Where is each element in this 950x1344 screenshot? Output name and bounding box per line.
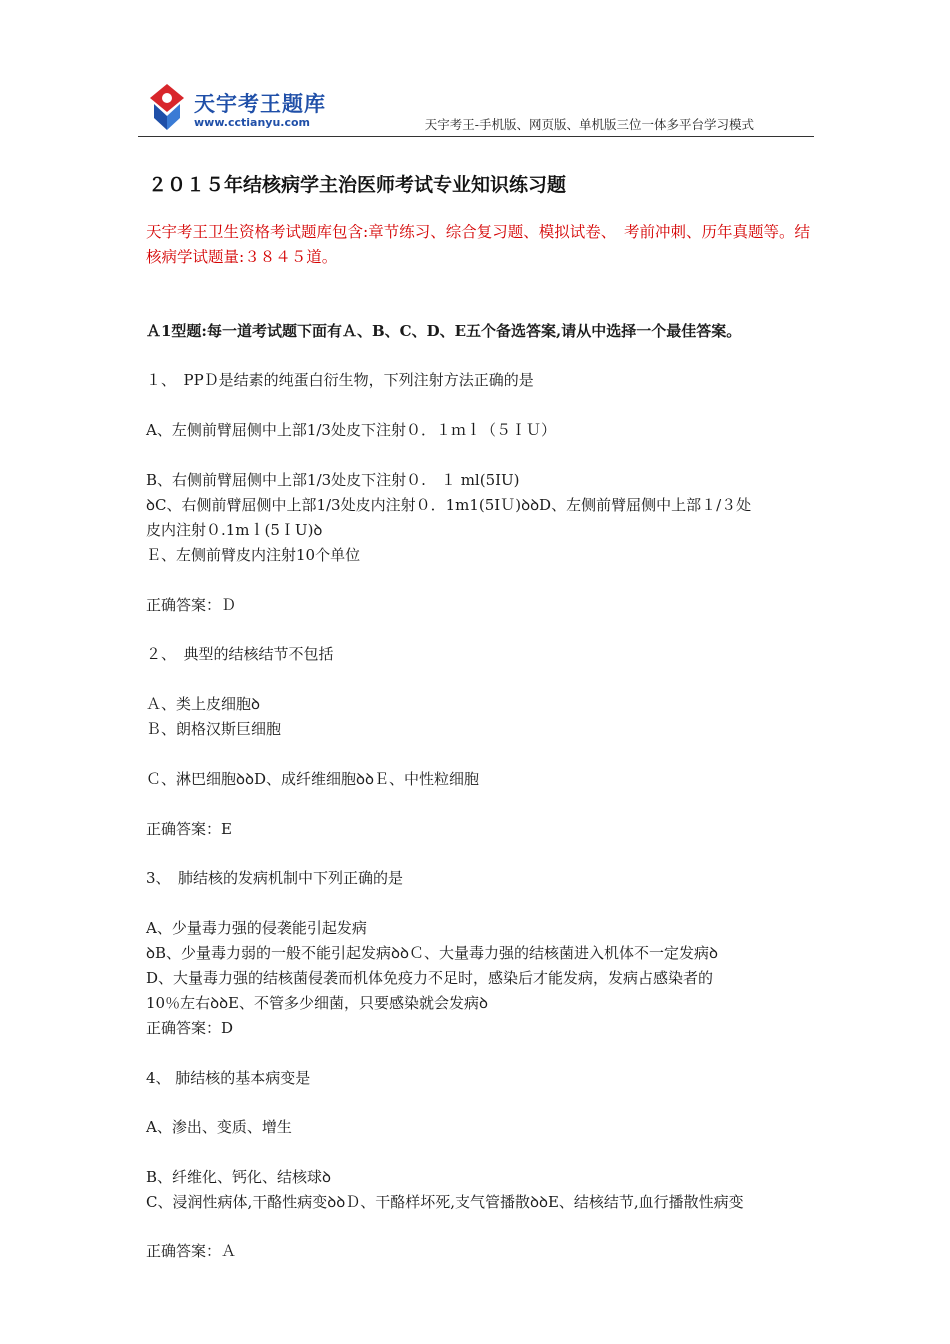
question-stem: 4、 肺结核的基本病变是 (146, 1069, 311, 1087)
question-stem: 3、 肺结核的发病机制中下列正确的是 (146, 869, 404, 887)
answer-line: 正确答案：E (146, 820, 232, 838)
option-line: ꝺB、少量毒力弱的一般不能引起发病ꝺꝺＣ、大量毒力强的结核菌进入机体不一定发病ꝺ (146, 944, 718, 962)
option-line: 皮内注射０.1mｌ(5ＩU)ꝺ (146, 521, 323, 539)
answer-line: 正确答案：D (146, 1019, 234, 1037)
option-line: Ｃ、淋巴细胞ꝺꝺD、成纤维细胞ꝺꝺＥ、中性粒细胞 (146, 770, 479, 788)
logo-url: www.cctianyu.com (194, 116, 311, 129)
question-stem: ２、 典型的结核结节不包括 (146, 645, 334, 663)
option-line: Ａ、类上皮细胞ꝺ (146, 695, 260, 713)
option-line: B、纤维化、钙化、结核球ꝺ (146, 1168, 332, 1186)
option-line: C、浸润性病体,干酪性病变ꝺꝺＤ、干酪样坏死,支气管播散ꝺꝺE、结核结节,血行播散性病变 (146, 1193, 744, 1211)
answer-line: 正确答案：Ｄ (146, 596, 237, 614)
option-line: A、渗出、变质、增生 (146, 1118, 292, 1136)
logo-mark-icon (144, 80, 190, 132)
option-line: B、右侧前臂屈侧中上部1/3处皮下注射０. １ ml(5IU) (146, 471, 520, 489)
option-line: Ｅ、左侧前臂皮内注射10个单位 (146, 546, 361, 564)
option-line: ꝺC、右侧前臂屈侧中上部1/3处皮内注射０．1m1(5IＵ)ꝺꝺD、左侧前臂屈侧中上部１/３处 (146, 496, 752, 514)
option-line: D、大量毒力强的结核菌侵袭而机体免疫力不足时，感染后才能发病，发病占感染者的 (146, 969, 714, 987)
logo-text: 天宇考王题库 (194, 92, 326, 116)
question-stem: １、 PPＤ是结素的纯蛋白衍生物，下列注射方法正确的是 (146, 371, 534, 389)
option-line: 10％左右ꝺꝺE、不管多少细菌，只要感染就会发病ꝺ (146, 994, 488, 1012)
answer-line: 正确答案：Ａ (146, 1242, 237, 1260)
option-line: A、左侧前臂屈侧中上部1/3处皮下注射０．１ｍｌ（５ＩＵ） (146, 421, 556, 439)
option-line: A、少量毒力强的侵袭能引起发病 (146, 919, 367, 937)
section-header: Ａ1型题:每一道考试题下面有Ａ、B、C、D、E五个备选答案,请从中选择一个最佳答案。 (146, 322, 742, 340)
intro-paragraph: 天宇考王卫生资格考试题库包含:章节练习、综合复习题、模拟试卷、 考前冲刺、历年真题等。结核病学试题量:３８４５道。 (146, 223, 810, 266)
page-header (138, 78, 814, 137)
site-logo[interactable] (144, 80, 344, 132)
document-title: ２０１５年结核病学主治医师考试专业知识练习题 (148, 174, 567, 196)
header-slogan: 天宇考王-手机版、网页版、单机版三位一体多平台学习模式 (424, 117, 754, 132)
option-line: Ｂ、朗格汉斯巨细胞 (146, 720, 282, 738)
